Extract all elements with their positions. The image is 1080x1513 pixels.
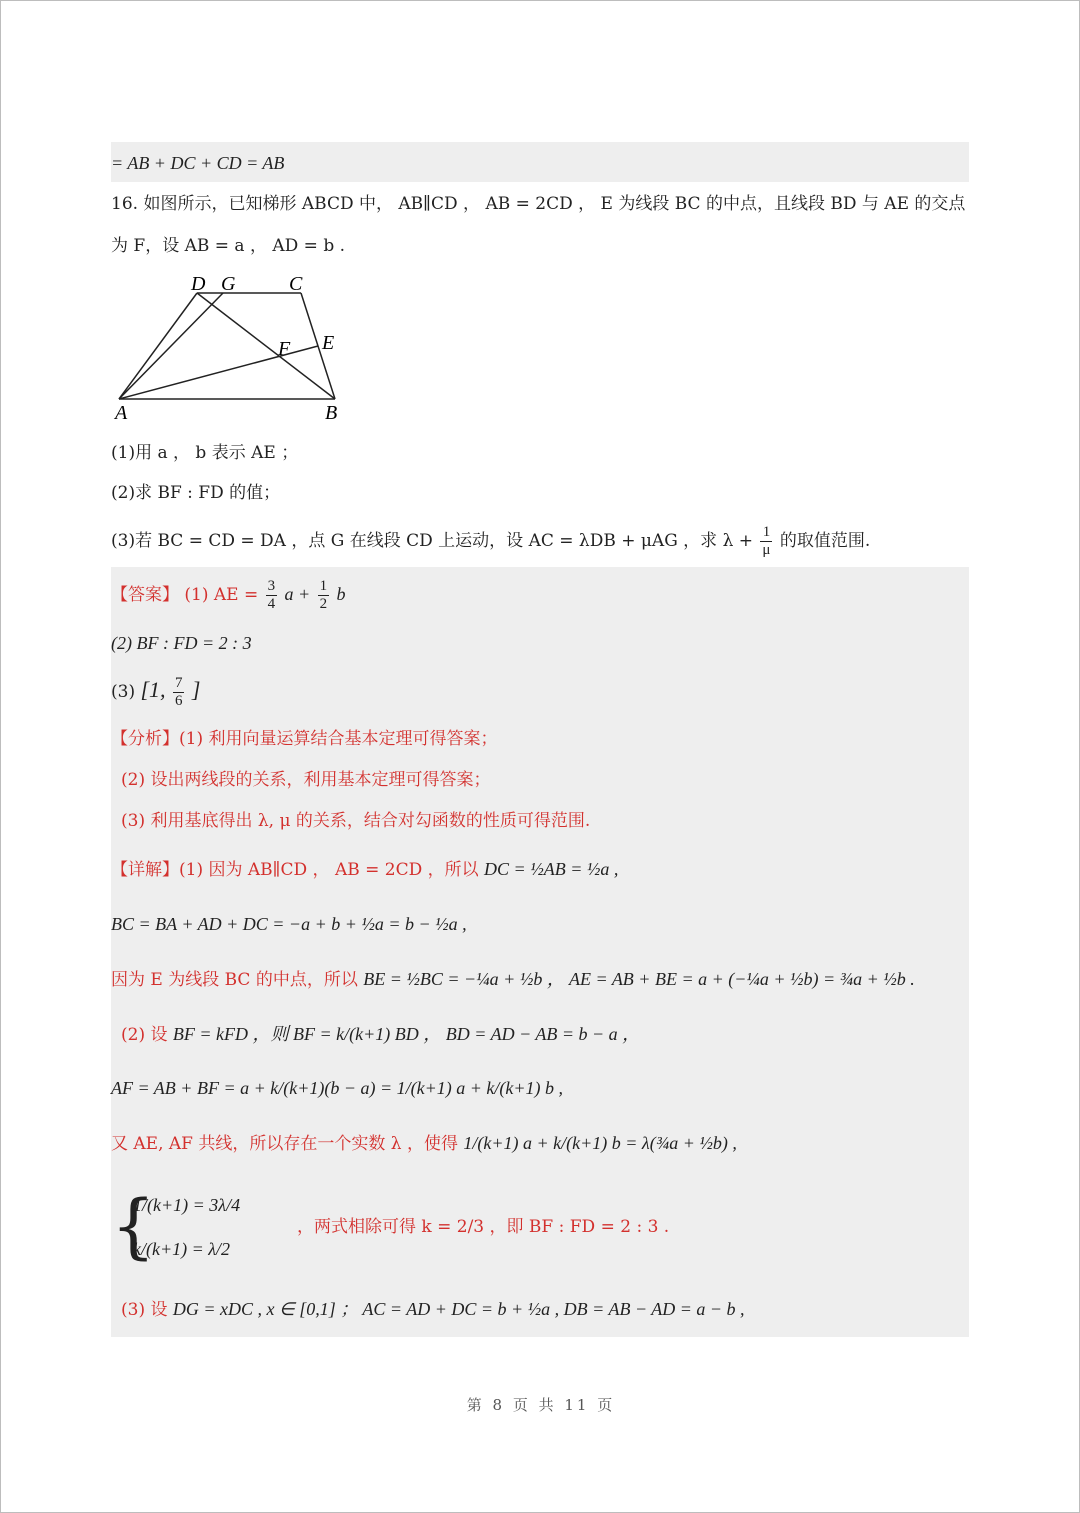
part3-suffix: 的取值范围.: [779, 531, 871, 551]
answer-3-left: [1,: [140, 677, 166, 702]
frac-num: 1: [319, 578, 328, 594]
answer-1-frac-1: [266, 578, 278, 613]
label-A: A: [115, 402, 128, 424]
detail-line-4: [121, 1022, 640, 1047]
analysis-label: 【分析】: [111, 729, 179, 749]
label-C: C: [289, 273, 303, 295]
analysis-line-2: (2) 设出两线段的关系，利用基本定理可得答案；: [121, 770, 491, 790]
label-D: D: [191, 273, 206, 295]
detail-4-text: (2) 设: [121, 1025, 168, 1045]
detail-line-3: [111, 967, 915, 992]
side-AD: [119, 293, 197, 399]
answer-3-frac: [173, 675, 185, 710]
page-footer: 第 8 页 共 11 页: [466, 1396, 616, 1414]
answer-line-1: [111, 573, 346, 616]
detail-6-math: 1/(k+1) a + k/(k+1) b = λ(¾a + ½b) ,: [463, 1133, 737, 1153]
detail-line-8: [121, 1297, 745, 1322]
label-G: G: [221, 273, 236, 295]
segment-DB: [197, 293, 335, 399]
answer-3-prefix: (3): [111, 682, 136, 702]
question-stem-1: 如图所示，已知梯形 ABCD 中， AB∥CD ， AB = 2CD ， E 为线段 BC 的中点，且线段 BD 与 AE 的交点: [143, 194, 966, 214]
answer-1-frac-2: [318, 578, 330, 613]
detail-1-math: DC = ½AB = ½a ,: [484, 859, 619, 879]
question-part-3: [111, 521, 870, 561]
question-line-2: 为 F，设 AB = a ， AD = b .: [111, 236, 346, 256]
segment-AG: [119, 293, 223, 399]
label-E: E: [322, 332, 335, 354]
label-F: F: [278, 338, 291, 360]
answer-label: 【答案】: [111, 585, 179, 605]
frac-num: 3: [267, 578, 276, 594]
analysis-1: (1) 利用向量运算结合基本定理可得答案；: [179, 729, 498, 749]
answer-1-prefix: (1) AE =: [184, 585, 259, 605]
label-B: B: [325, 402, 338, 424]
question-part-1: (1)用 a ， b 表示 AE ；: [111, 443, 299, 463]
detail-line-6: [111, 1131, 737, 1156]
system-brace: {: [111, 1185, 156, 1267]
detail-line-2: BC = BA + AD + DC = −a + b + ½a = b − ½a ,: [111, 914, 467, 934]
frac-den: 2: [319, 596, 328, 612]
system-eq-2: k/(k+1) = λ/2: [133, 1239, 231, 1259]
frac-den: 6: [174, 693, 183, 709]
frac-num: 7: [174, 675, 183, 691]
analysis-line-1: [111, 727, 497, 751]
detail-6-text: 又 AE, AF 共线，所以存在一个实数 λ ，使得: [111, 1134, 458, 1154]
part3-prefix: (3)若 BC = CD = DA ，点 G 在线段 CD 上运动，设 AC = λDB + μAG ，求 λ +: [111, 531, 754, 551]
answer-3-right: ]: [191, 677, 201, 702]
question-line-1: [111, 192, 965, 216]
answer-line-2: (2) BF : FD = 2 : 3: [111, 633, 252, 653]
detail-3-math: BE = ½BC = −¼a + ½b ， AE = AB + BE = a + (−¼a + ½b) = ¾a + ½b .: [363, 969, 915, 989]
detail-label: 【详解】: [111, 860, 179, 880]
answer-line-3: [111, 669, 200, 713]
part3-frac-den: μ: [762, 542, 771, 558]
detail-8-math: DG = xDC , x ∈ [0,1] ； AC = AD + DC = b + ½a , DB = AB − AD = a − b ,: [172, 1299, 745, 1319]
detail-3-text: 因为 E 为线段 BC 的中点，所以: [111, 970, 358, 990]
trapezoid-figure: [111, 269, 351, 429]
detail-7-text: ，两式相除可得 k = 2/3 ，即 BF : FD = 2 : 3 .: [297, 1217, 670, 1237]
question-number: 16.: [111, 194, 139, 214]
answer-1-end: b: [336, 584, 346, 604]
system-eq-1: 1/(k+1) = 3λ/4: [133, 1195, 241, 1215]
answer-1-mid: a +: [284, 584, 311, 604]
frac-den: 4: [267, 596, 276, 612]
analysis-line-3: (3) 利用基底得出 λ, μ 的关系，结合对勾函数的性质可得范围.: [121, 811, 591, 831]
part3-fraction: [760, 524, 772, 559]
detail-line-1: [111, 857, 618, 882]
detail-line-5: AF = AB + BF = a + k/(k+1)(b − a) = 1/(k+1) a + k/(k+1) b ,: [111, 1078, 564, 1098]
part3-frac-num: 1: [760, 524, 772, 542]
detail-8-text: (3) 设: [121, 1300, 168, 1320]
top-fragment: = AB + DC + CD = AB: [111, 153, 285, 173]
question-part-2: (2)求 BF : FD 的值；: [111, 483, 281, 503]
detail-4-math: BF = kFD ，则 BF = k/(k+1) BD ， BD = AD − AB = b − a ，: [172, 1024, 641, 1044]
detail-1-text: (1) 因为 AB∥CD ， AB = 2CD ，所以: [179, 860, 479, 880]
